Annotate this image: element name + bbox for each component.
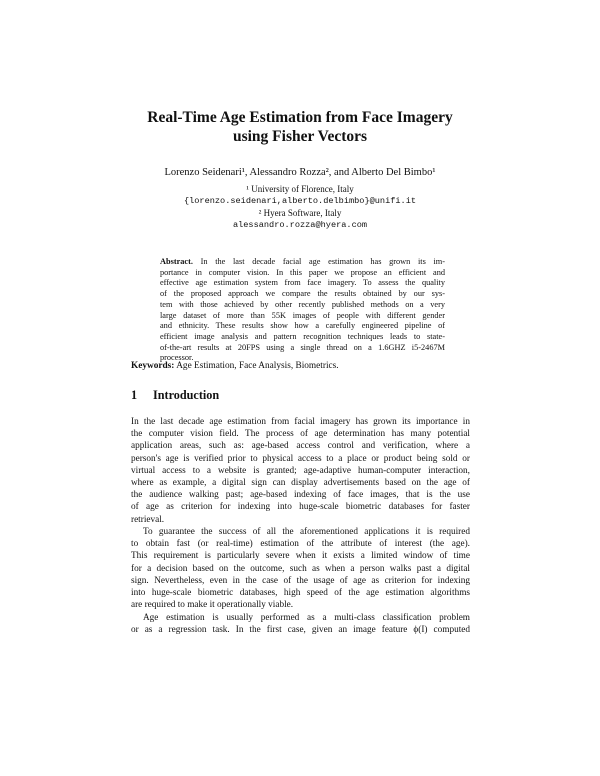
abstract-line: of-the-art results at 20FPS using a single thread on a 1.6GHZ i5-2467M [160,342,445,352]
body-line: where as example, a digital sign can display advertisements based on the age of [131,478,470,489]
body-line: of age as criterion for indexing into huge-scale biometric databases for faster [131,502,470,513]
body-line: person's age is verified prior to physical access to a place or product being sold or [131,453,470,464]
keywords-label: Keywords: [131,361,175,371]
body-line: the audience walking past; age-based indexing of face images, that is the use [131,490,470,501]
title-line-2: using Fisher Vectors [232,128,368,145]
abstract-line: and ethnicity. These results show how a carefully engineered pipeline of [160,321,445,331]
body-line: virtual access to a website is granted; age-adaptive human-computer interaction, [131,465,470,476]
abstract-line: effective age estimation system from face imagery. To assess the quality [160,278,445,288]
author-list: Lorenzo Seidenari¹, Alessandro Rozza², and Alberto Del Bimbo¹ [164,167,436,178]
body-line: for a decision based on the outcome, such as when a person walks past a digital [131,563,470,574]
abstract-line: efficient image analysis and pattern recognition techniques leads to state- [160,331,445,341]
body-line: In the last decade age estimation from facial imagery has grown its importance in [131,417,470,427]
abstract-line: tem with those achieved by other recently published methods on a very [160,299,445,309]
affiliation-2-email: alessandro.rozza@hyera.com [232,220,368,230]
keywords-text: Age Estimation, Face Analysis, Biometrics. [176,361,339,371]
body-line: the computer vision field. The process of age determination has many potential [131,429,470,440]
abstract-line: portance in computer vision. In this paper we propose an efficient and [160,267,445,277]
affiliation-2: ² Hyera Software, Italy [258,208,342,218]
title-line-1: Real-Time Age Estimation from Face Imagery [147,109,453,126]
affiliation-1-email: {lorenzo.seidenari,alberto.delbimbo}@unifi.it [183,196,417,206]
section-number: 1 [131,388,138,402]
body-line: are required to make it operationally viable. [131,600,294,611]
body-line: To guarantee the success of all the aforementioned applications it is required [143,527,470,537]
abstract-line: of the proposed approach we compare the results obtained by our sys- [160,289,445,299]
body-line: retrieval. [131,514,165,525]
abstract-line: In the last decade facial age estimation has grown its im- [200,257,445,266]
body-line: sign. Nevertheless, even in the case of the usage of age as criterion for indexing [131,575,470,586]
abstract-line: processor. [160,353,194,363]
paragraph-2 [131,526,470,611]
affiliation-1: ¹ University of Florence, Italy [246,184,354,194]
abstract-line: large dataset of more than 55K images of people with different gender [160,310,445,320]
body-line: Age estimation is usually performed as a multi-class classification problem [143,613,470,623]
paragraph-3 [131,612,470,636]
abstract-label: Abstract. [160,257,193,266]
section-heading [131,388,219,403]
paper-title [90,108,510,146]
keywords [131,361,339,371]
abstract [160,257,445,364]
body-line: or as a regression task. In the first case, given an image feature ϕ(I) computed [131,625,470,636]
paragraph-1 [131,416,470,526]
body-line: application areas, such as: age-based access control and verification, where a [131,441,470,452]
section-title: Introduction [153,388,220,402]
body-line: This requirement is particularly severe when it exists a limited window of time [131,551,470,562]
body-line: to obtain fast (or real-time) estimation of the attribute of interest (the age). [131,539,470,550]
body-line: into huge-scale biometric databases, high speed of the age estimation algorithms [131,588,470,599]
